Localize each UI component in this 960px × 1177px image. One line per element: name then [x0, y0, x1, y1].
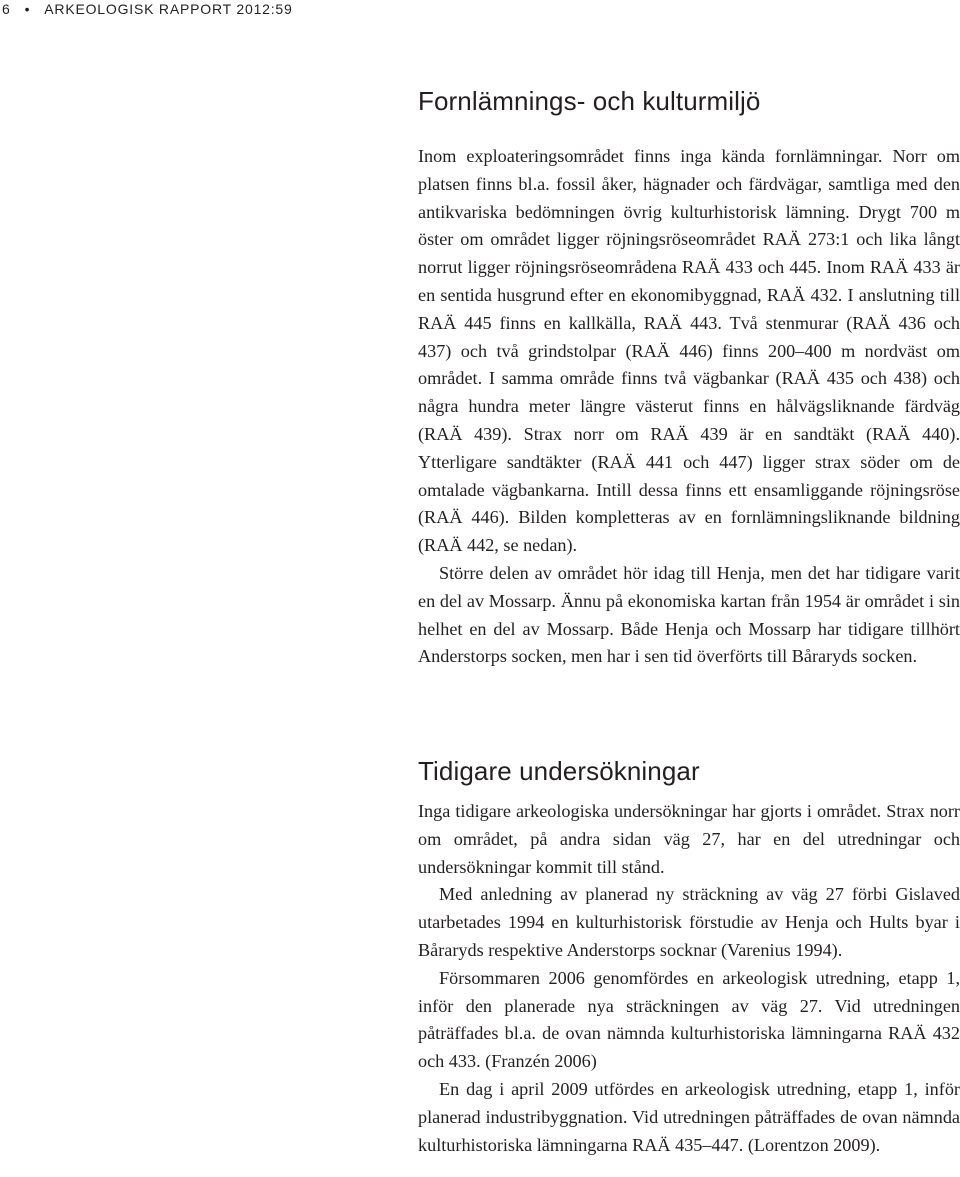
body-paragraph: Försommaren 2006 genomfördes en arkeologisk utredning, etapp 1, inför den planerade nya sträckningen av väg 27. Vid utredningen påträffades bl.a. de ovan nämnda kulturhistoriska lämningarna RAÄ 432 och 433. (Franzén 2006) [418, 967, 960, 1072]
body-paragraph: Inom exploateringsområdet finns inga kända fornlämningar. Norr om platsen finns bl.a. fossil åker, hägnader och färdvägar, samtliga med den antikvariska bedömningen övrig kulturhistorisk lämning. Drygt 700 m öster om området ligger röjningsröseområdet RAÄ 273:1 och lika långt norrut ligger röjningsröseområdena RAÄ 433 och 445. Inom RAÄ 433 är en sentida husgrund efter en ekonomibyggnad, RAÄ 432. I anslutning till RAÄ 445 finns en kallkälla, RAÄ 443. Två stenmurar (RAÄ 436 och 437) och två grindstolpar (RAÄ 446) finns 200–400 m nordväst om området. I samma område finns två vägbankar (RAÄ 435 och 438) och några hundra meter längre västerut finns en hålvägsliknande färdväg (RAÄ 439). Strax norr om RAÄ 439 är en sandtäkt (RAÄ 440). Ytterligare sandtäkter (RAÄ 441 och 447) ligger strax söder om de omtalade vägbankarna. Intill dessa finns ett ensamliggande röjningsröse (RAÄ 446). Bilden kompletteras av en fornlämningsliknande bildning (RAÄ 442, se nedan). [418, 146, 960, 556]
page-number: 6 [2, 1, 11, 17]
body-paragraph: Inga tidigare arkeologiska undersökningar har gjorts i området. Strax norr om området, på andra sidan väg 27, har en del utredningar och undersökningar kommit till stånd. [418, 801, 960, 877]
body-paragraph: Större delen av området hör idag till Henja, men det har tidigare varit en del av Mossarp. Ännu på ekonomiska kartan från 1954 är området i sin helhet en del av Mossarp. Både Henja och Mossarp har tidigare tillhört Anderstorps socken, men har i sen tid överförts till Båraryds socken. [418, 562, 960, 667]
section-fornlamningsmiljo [418, 143, 960, 671]
bullet-separator: • [24, 1, 31, 17]
running-header [2, 0, 293, 18]
running-title: ARKEOLOGISK RAPPORT 2012:59 [44, 1, 293, 17]
body-paragraph: En dag i april 2009 utfördes en arkeologisk utredning, etapp 1, inför planerad industribyggnation. Vid utredningen påträffades de ovan nämnda kulturhistoriska lämningarna RAÄ 435–447. (Lorentzon 2009). [418, 1078, 960, 1155]
section-tidigare-undersokningar [418, 798, 960, 1159]
section-heading-fornlamningsmiljo: Fornlämnings- och kulturmiljö [418, 86, 761, 116]
section-heading-tidigare-undersokningar: Tidigare undersökningar [418, 756, 700, 786]
body-paragraph: Med anledning av planerad ny sträckning av väg 27 förbi Gislaved utarbetades 1994 en kulturhistorisk förstudie av Henja och Hults byar i Båraryds respektive Anderstorps socknar (Varenius 1994). [418, 884, 960, 960]
